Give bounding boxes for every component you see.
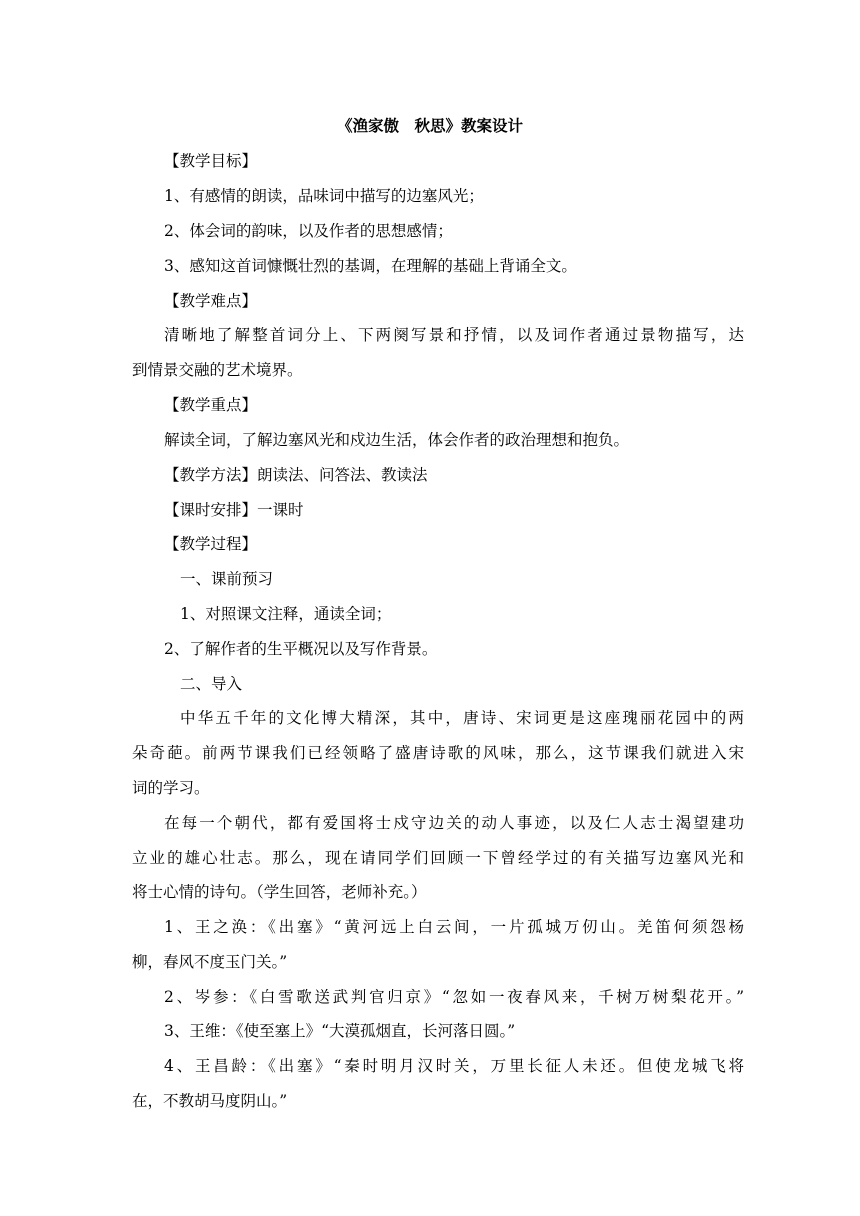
- poem-quote-line: 在，不教胡马度阴山。”: [132, 1092, 288, 1110]
- difficulty-heading: 【教学难点】: [164, 292, 258, 310]
- poem-quote-line: 柳，春风不度玉门关。”: [132, 953, 288, 971]
- section-title-intro: 二、导入: [180, 675, 243, 693]
- objective-item: 1、有感情的朗读，品味词中描写的边塞风光；: [164, 187, 484, 205]
- poem-quote-line: 3、王维：《使至塞上》“大漠孤烟直，长河落日圆。”: [164, 1022, 516, 1040]
- poem-quote-line: 2、岑参：《白雪歌送武判官归京》“忽如一夜春风来，千树万树梨花开。”: [164, 988, 744, 1006]
- method-text: 【教学方法】朗读法、问答法、教读法: [164, 466, 428, 484]
- difficulty-text-line: 清晰地了解整首词分上、下两阕写景和抒情，以及词作者通过景物描写，达: [164, 326, 744, 344]
- dynasty-paragraph-line: 在每一个朝代，都有爱国将士戍守边关的动人事迹，以及仁人志士渴望建功: [164, 814, 744, 832]
- section-title-preview: 一、课前预习: [180, 570, 274, 588]
- preview-item: 1、对照课文注释，通读全词；: [180, 605, 392, 623]
- difficulty-text-line: 到情景交融的艺术境界。: [132, 361, 303, 379]
- keypoint-text: 解读全词，了解边塞风光和戍边生活，体会作者的政治理想和抱负。: [164, 431, 630, 449]
- poem-quote-line: 4、王昌龄：《出塞》“秦时明月汉时关，万里长征人未还。但使龙城飞将: [164, 1057, 744, 1075]
- dynasty-paragraph-line: 将士心情的诗句。（学生回答，老师补充。）: [132, 883, 427, 901]
- process-heading: 【教学过程】: [164, 535, 258, 553]
- intro-paragraph-line: 中华五千年的文化博大精深，其中，唐诗、宋词更是这座瑰丽花园中的两: [180, 709, 744, 727]
- poem-quote-line: 1、王之涣：《出塞》“黄河远上白云间，一片孤城万仞山。羌笛何须怨杨: [164, 918, 744, 936]
- preview-item: 2、了解作者的生平概况以及写作背景。: [164, 640, 438, 658]
- objective-item: 3、感知这首词慷慨壮烈的基调，在理解的基础上背诵全文。: [164, 257, 577, 275]
- intro-paragraph-line: 词的学习。: [132, 779, 210, 797]
- objectives-heading: 【教学目标】: [164, 152, 258, 170]
- objective-item: 2、体会词的韵味，以及作者的思想感情；: [164, 222, 453, 240]
- keypoint-heading: 【教学重点】: [164, 396, 258, 414]
- schedule-text: 【课时安排】一课时: [164, 501, 304, 519]
- intro-paragraph-line: 朵奇葩。前两节课我们已经领略了盛唐诗歌的风味，那么，这节课我们就进入宋: [132, 744, 744, 762]
- dynasty-paragraph-line: 立业的雄心壮志。那么，现在请同学们回顾一下曾经学过的有关描写边塞风光和: [132, 849, 744, 867]
- document-title: 《渔家傲 秋思》教案设计: [336, 116, 523, 135]
